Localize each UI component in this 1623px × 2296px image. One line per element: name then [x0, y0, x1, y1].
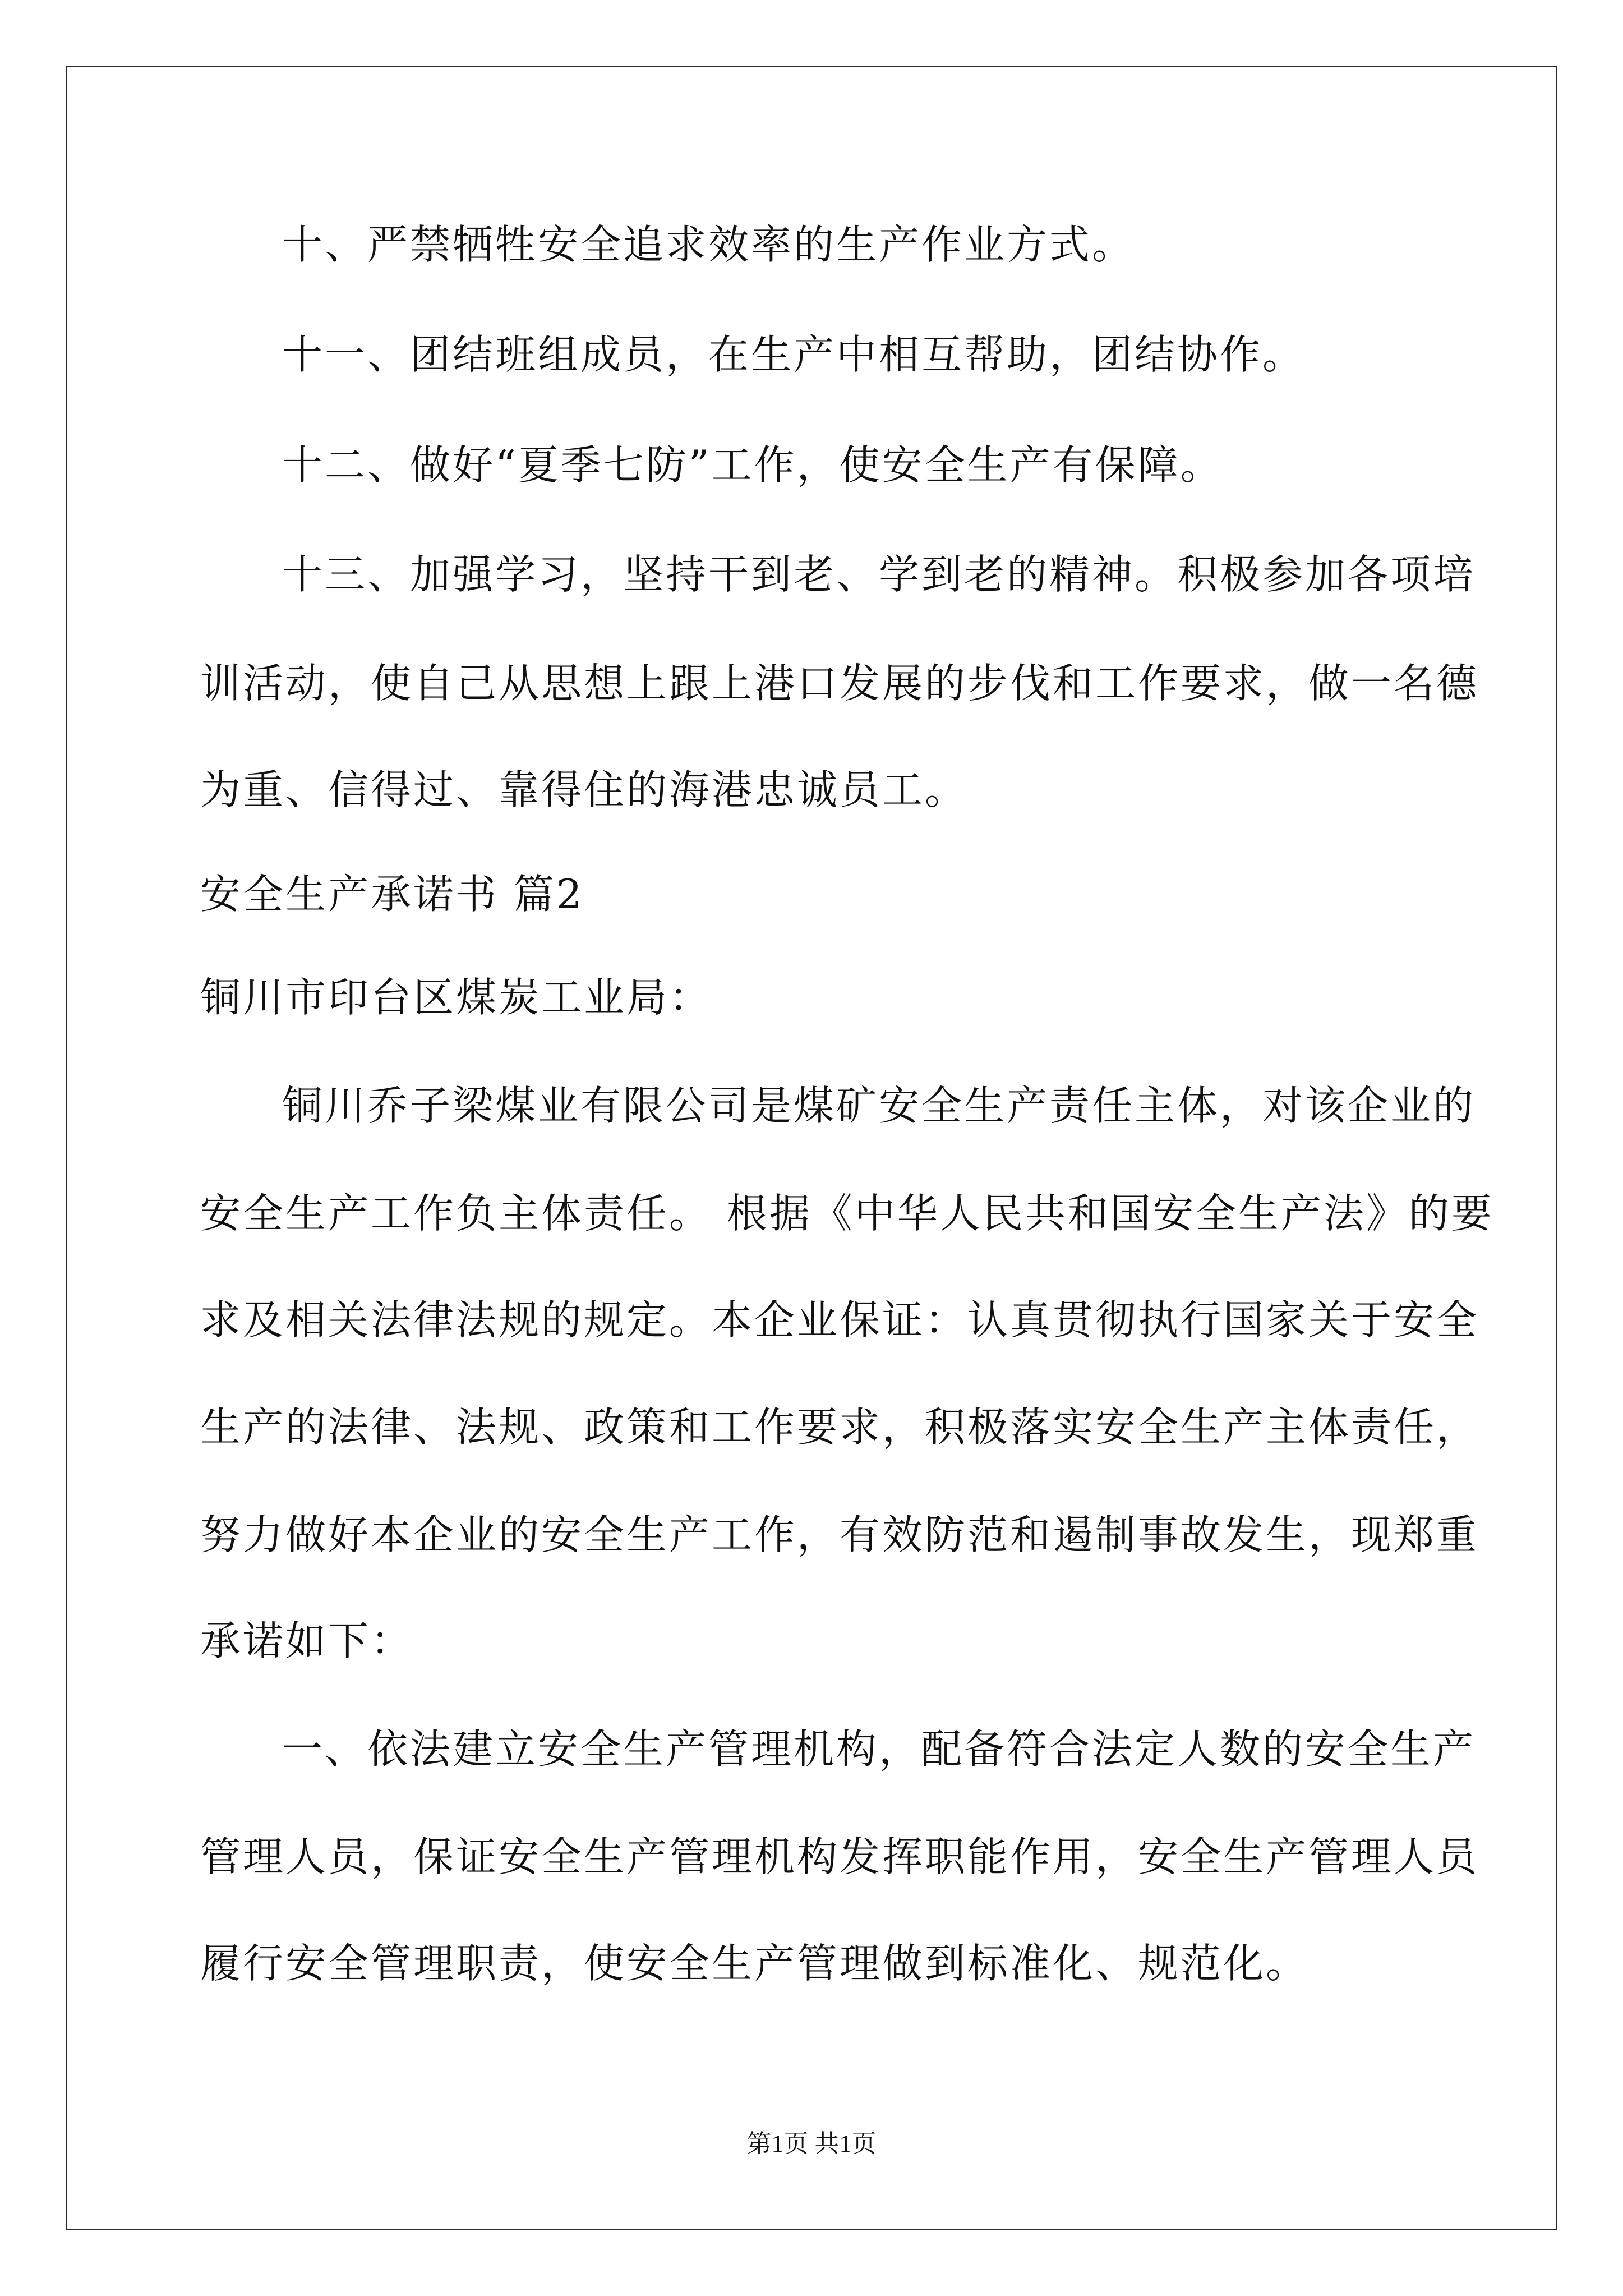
- paragraph-line: 十三、加强学习，坚持干到老、学到老的精神。积极参加各项培: [282, 551, 1476, 598]
- paragraph-line: 铜川乔子梁煤业有限公司是煤矿安全生产责任主体，对该企业的: [282, 1082, 1476, 1129]
- page-footer: 第1页 共1页: [746, 2130, 877, 2157]
- paragraph-line: 生产的法律、法规、政策和工作要求，积极落实安全生产主体责任，: [200, 1404, 1479, 1451]
- paragraph-line: 履行安全管理职责，使安全生产管理做到标准化、规范化。: [200, 1940, 1309, 1987]
- paragraph-line: 承诺如下：: [200, 1617, 414, 1664]
- paragraph-line: 管理人员，保证安全生产管理机构发挥职能作用，安全生产管理人员: [200, 1833, 1479, 1880]
- paragraph-line: 十二、做好“夏季七防”工作，使安全生产有保障。: [282, 441, 1223, 489]
- paragraph-line: 一、依法建立安全生产管理机构，配备符合法定人数的安全生产: [282, 1726, 1476, 1773]
- page-border: [66, 66, 1557, 2230]
- paragraph-line: 努力做好本企业的安全生产工作，有效防范和遏制事故发生，现郑重: [200, 1511, 1479, 1558]
- paragraph-line: 求及相关法律法规的规定。本企业保证：认真贯彻执行国家关于安全: [200, 1296, 1479, 1343]
- paragraph-line: 安全生产工作负主体责任。 根据《中华人民共和国安全生产法》的要: [200, 1190, 1494, 1237]
- paragraph-line: 训活动，使自己从思想上跟上港口发展的步伐和工作要求，做一名德: [200, 660, 1479, 707]
- addressee-line: 铜川市印台区煤炭工业局：: [200, 974, 712, 1021]
- paragraph-line: 十、严禁牺牲安全追求效率的生产作业方式。: [282, 221, 1135, 268]
- paragraph-line: 为重、信得过、靠得住的海港忠诚员工。: [200, 766, 968, 813]
- section-heading: 安全生产承诺书 篇2: [200, 871, 584, 918]
- paragraph-line: 十一、团结班组成员，在生产中相互帮助，团结协作。: [282, 331, 1306, 378]
